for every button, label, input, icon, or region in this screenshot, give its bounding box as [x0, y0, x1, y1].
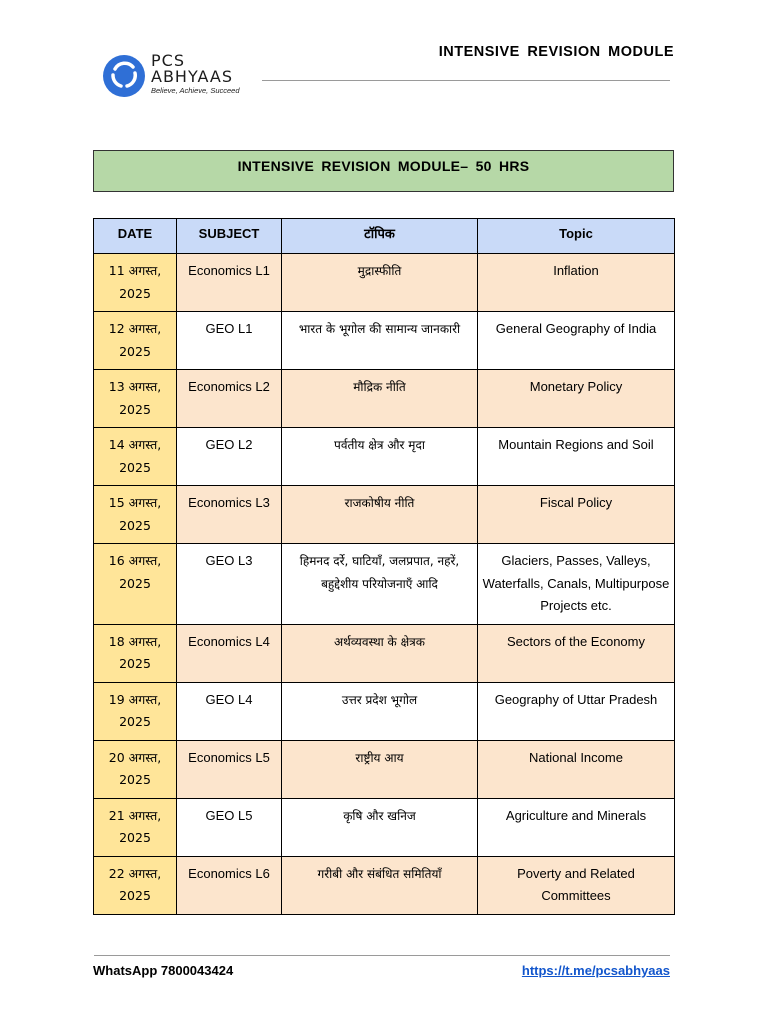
date-cell: 16 अगस्त, 2025	[94, 544, 177, 625]
topic-hindi-cell: उत्तर प्रदेश भूगोल	[282, 682, 478, 740]
module-title: INTENSIVE REVISION MODULE– 50 HRS	[237, 158, 530, 174]
header-divider	[262, 80, 670, 81]
topic-hindi-cell: राष्ट्रीय आय	[282, 740, 478, 798]
date-cell: 21 अगस्त, 2025	[94, 798, 177, 856]
logo-text-line2: ABHYAAS	[151, 67, 233, 86]
table-row	[94, 682, 675, 740]
module-title-box	[93, 150, 674, 192]
table-row	[94, 312, 675, 370]
telegram-link[interactable]: https://t.me/pcsabhyaas	[521, 963, 670, 978]
topic-english-cell: Glaciers, Passes, Valleys, Waterfalls, Canals, Multipurpose Projects etc.	[478, 544, 675, 625]
topic-english-cell: Fiscal Policy	[478, 486, 675, 544]
topic-english-cell: General Geography of India	[478, 312, 675, 370]
date-cell: 20 अगस्त, 2025	[94, 740, 177, 798]
logo-tagline: Believe, Achieve, Succeed	[151, 86, 240, 95]
topic-hindi-cell: हिमनद दर्रे, घाटियाँ, जलप्रपात, नहरें, बहुद्देशीय परियोजनाएँ आदि	[282, 544, 478, 625]
subject-cell: Economics L3	[177, 486, 282, 544]
column-header-subject: SUBJECT	[177, 219, 282, 254]
subject-cell: GEO L1	[177, 312, 282, 370]
subject-cell: Economics L4	[177, 624, 282, 682]
table-row	[94, 740, 675, 798]
subject-cell: GEO L4	[177, 682, 282, 740]
column-header-topic: Topic	[478, 219, 675, 254]
column-header-topic-hindi: टॉपिक	[282, 219, 478, 254]
table-row	[94, 486, 675, 544]
table-row	[94, 544, 675, 625]
date-cell: 12 अगस्त, 2025	[94, 312, 177, 370]
topic-hindi-cell: कृषि और खनिज	[282, 798, 478, 856]
topic-hindi-cell: राजकोषीय नीति	[282, 486, 478, 544]
topic-english-cell: Poverty and Related Committees	[478, 856, 675, 914]
topic-hindi-cell: अर्थव्यवस्था के क्षेत्रक	[282, 624, 478, 682]
topic-hindi-cell: मौद्रिक नीति	[282, 370, 478, 428]
header-title: INTENSIVE REVISION MODULE	[438, 44, 674, 60]
logo-swirl-icon	[103, 55, 145, 97]
table-row	[94, 370, 675, 428]
subject-cell: Economics L2	[177, 370, 282, 428]
subject-cell: Economics L6	[177, 856, 282, 914]
date-cell: 11 अगस्त, 2025	[94, 254, 177, 312]
topic-hindi-cell: पर्वतीय क्षेत्र और मृदा	[282, 428, 478, 486]
table-row	[94, 856, 675, 914]
footer-divider	[94, 955, 670, 956]
logo-text-line1: PCS	[151, 51, 185, 70]
topic-hindi-cell: भारत के भूगोल की सामान्य जानकारी	[282, 312, 478, 370]
subject-cell: Economics L5	[177, 740, 282, 798]
pcs-abhyaas-logo	[103, 53, 253, 99]
date-cell: 15 अगस्त, 2025	[94, 486, 177, 544]
whatsapp-contact: WhatsApp 7800043424	[93, 963, 234, 978]
subject-cell: GEO L5	[177, 798, 282, 856]
table-row	[94, 624, 675, 682]
topic-english-cell: Monetary Policy	[478, 370, 675, 428]
topic-english-cell: Sectors of the Economy	[478, 624, 675, 682]
date-cell: 18 अगस्त, 2025	[94, 624, 177, 682]
date-cell: 13 अगस्त, 2025	[94, 370, 177, 428]
topic-hindi-cell: गरीबी और संबंधित समितियाँ	[282, 856, 478, 914]
date-cell: 19 अगस्त, 2025	[94, 682, 177, 740]
table-row	[94, 428, 675, 486]
subject-cell: GEO L3	[177, 544, 282, 625]
topic-english-cell: Agriculture and Minerals	[478, 798, 675, 856]
table-header-row	[94, 219, 675, 254]
topic-english-cell: Inflation	[478, 254, 675, 312]
subject-cell: Economics L1	[177, 254, 282, 312]
subject-cell: GEO L2	[177, 428, 282, 486]
date-cell: 22 अगस्त, 2025	[94, 856, 177, 914]
topic-hindi-cell: मुद्रास्फीति	[282, 254, 478, 312]
column-header-date: DATE	[94, 219, 177, 254]
topic-english-cell: National Income	[478, 740, 675, 798]
table-row	[94, 798, 675, 856]
schedule-table	[93, 218, 675, 915]
table-row	[94, 254, 675, 312]
topic-english-cell: Geography of Uttar Pradesh	[478, 682, 675, 740]
date-cell: 14 अगस्त, 2025	[94, 428, 177, 486]
topic-english-cell: Mountain Regions and Soil	[478, 428, 675, 486]
